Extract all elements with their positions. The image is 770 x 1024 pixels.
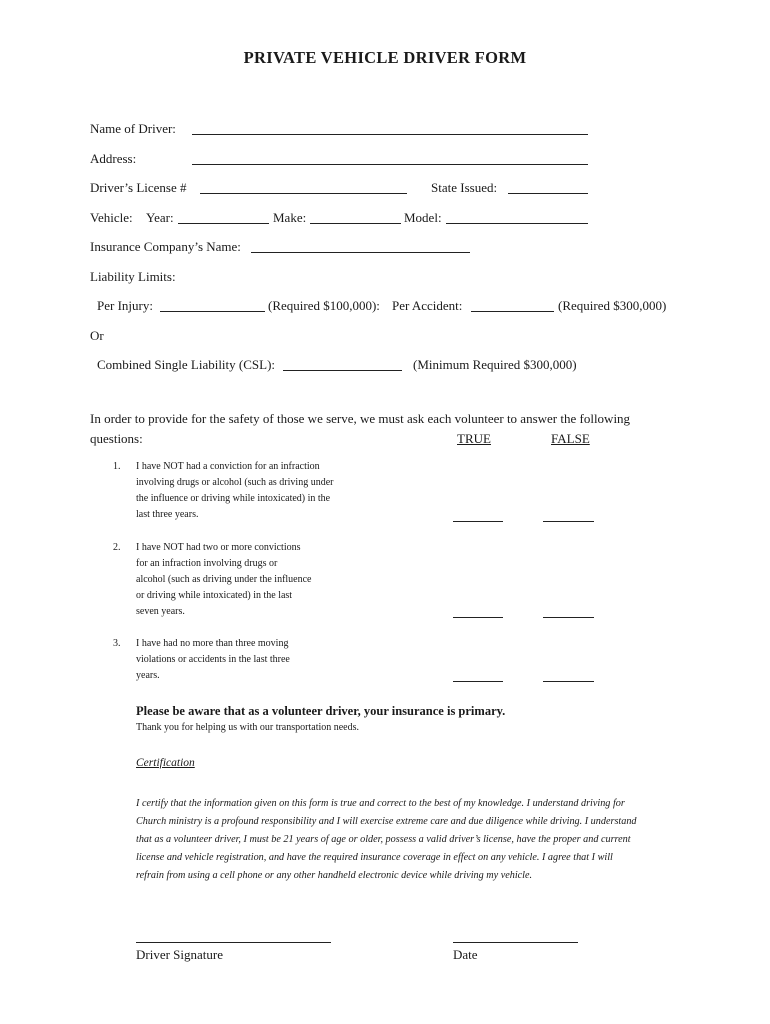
per-injury-field[interactable] (160, 311, 265, 312)
per-injury-label: Per Injury: (97, 298, 153, 313)
question-2-false-field[interactable] (543, 617, 594, 618)
question-3-number: 3. (113, 638, 121, 649)
model-field[interactable] (446, 223, 588, 224)
question-3-false-field[interactable] (543, 681, 594, 682)
questions-intro-cont: questions: (90, 431, 143, 446)
form-title: PRIVATE VEHICLE DRIVER FORM (243, 48, 527, 67)
liability-limits-label: Liability Limits: (90, 269, 176, 284)
csl-requirement: (Minimum Required $300,000) (413, 357, 577, 372)
question-3-text: I have had no more than three moving violations or accidents in the last three years. (136, 638, 290, 681)
year-label: Year: (146, 210, 174, 225)
csl-label: Combined Single Liability (CSL): (97, 357, 276, 372)
question-1-true-field[interactable] (453, 521, 503, 522)
question-2-true-field[interactable] (453, 617, 503, 618)
per-accident-field[interactable] (471, 311, 554, 312)
certification-text: I certify that the information given on this form is true and correct to the best of my knowledge. I understand driving for Church ministry is a profound responsibility and I will exercise extreme care and due diligence while driving. I understand that as a volunteer driver, I must be 21 years of age or older, possess a valid driver’s license, have the proper and current license and vehicle registration, and have the required insurance coverage in effect on any vehicle. I agree that I will refrain from using a cell phone or any other handheld electronic device while driving my vehicle. (136, 798, 637, 881)
csl-field[interactable] (283, 370, 402, 371)
vehicle-label: Vehicle: (90, 210, 133, 225)
per-accident-requirement: (Required $300,000) (558, 298, 667, 313)
drivers-license-field[interactable] (200, 193, 407, 194)
address-label: Address: (90, 151, 137, 166)
thank-you-text: Thank you for helping us with our transportation needs. (136, 722, 360, 733)
driver-signature-label: Driver Signature (136, 947, 224, 962)
name-of-driver-field[interactable] (192, 134, 588, 135)
make-field[interactable] (310, 223, 401, 224)
drivers-license-label: Driver’s License # (90, 180, 187, 195)
address-field[interactable] (192, 164, 588, 165)
insurance-company-field[interactable] (251, 252, 470, 253)
insurance-notice: Please be aware that as a volunteer driver, your insurance is primary. (136, 704, 506, 718)
false-column-header: FALSE (551, 431, 590, 446)
question-2-text: I have NOT had two or more convictions for an infraction involving drugs or alcohol (such as driving under the influence or driving while intoxicated) in the last seven years. (136, 542, 312, 617)
questions-intro: In order to provide for the safety of those we serve, we must ask each volunteer to answer the following (90, 411, 631, 426)
name-of-driver-label: Name of Driver: (90, 121, 176, 136)
question-1-text: I have NOT had a conviction for an infraction involving drugs or alcohol (such as driving under the influence or driving while intoxicated) in the last three years. (136, 461, 334, 520)
per-injury-requirement: (Required $100,000): (268, 298, 380, 313)
date-label: Date (453, 947, 478, 962)
date-field[interactable] (453, 942, 578, 943)
or-label: Or (90, 328, 104, 343)
insurance-company-label: Insurance Company’s Name: (90, 239, 241, 254)
state-issued-label: State Issued: (431, 180, 498, 195)
make-label: Make: (273, 210, 307, 225)
model-label: Model: (404, 210, 442, 225)
question-3-true-field[interactable] (453, 681, 503, 682)
certification-heading: Certification (136, 757, 195, 769)
per-accident-label: Per Accident: (392, 298, 463, 313)
question-1-false-field[interactable] (543, 521, 594, 522)
driver-signature-field[interactable] (136, 942, 331, 943)
true-column-header: TRUE (457, 431, 491, 446)
question-2-number: 2. (113, 542, 121, 553)
question-1-number: 1. (113, 461, 121, 472)
state-issued-field[interactable] (508, 193, 588, 194)
year-field[interactable] (178, 223, 269, 224)
